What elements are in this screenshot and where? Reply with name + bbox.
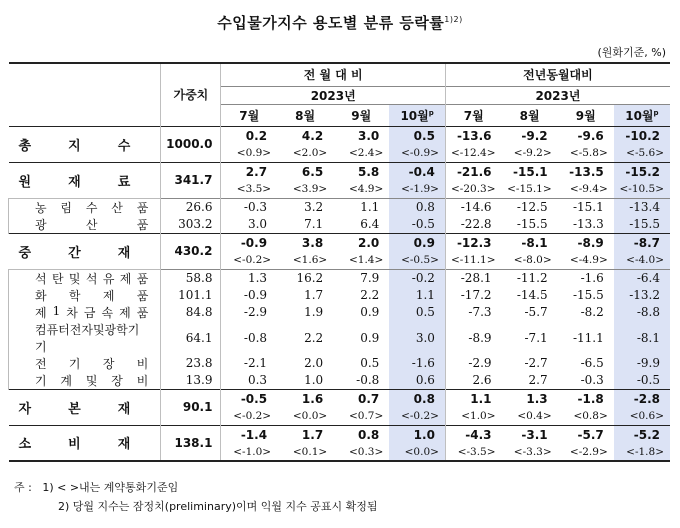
row-intermediate-sub-mom-value: 16.2: [277, 269, 333, 287]
row-capital-yoy-contract: <0.4>: [517, 410, 552, 423]
row-raw-sub-yoy-value: -22.8: [445, 216, 501, 234]
row-intermediate-sub-weight: 84.8: [161, 304, 221, 321]
row-capital-yoy-value: -1.8: [558, 389, 614, 408]
row-raw-sub-yoy-value: -15.1: [558, 198, 614, 216]
row-intermediate-sub-mom-value: -0.8: [221, 321, 277, 355]
row-raw-sub-mom-value: 3.2: [277, 198, 333, 216]
row-consumer-mom-value: 0.8: [333, 425, 389, 444]
row-intermediate-sub-mom-value: 3.0: [389, 321, 445, 355]
row-intermediate-sub-yoy-value: -13.2: [614, 287, 670, 304]
row-raw-sub-label: 광 산 품: [9, 216, 161, 234]
row-intermediate-sub-yoy-value: -7.1: [524, 330, 548, 345]
row-total-mom-contract: <2.4>: [348, 147, 384, 160]
row-consumer-yoy-value: -4.3: [445, 425, 501, 444]
row-total-yoy-contract: <-5.8>: [569, 147, 608, 160]
row-consumer-mom-contract: <-1.0>: [221, 444, 277, 461]
row-intermediate-yoy-value: -8.9: [558, 233, 614, 252]
row-raw-sub-yoy-value: -14.6: [445, 198, 501, 216]
row-raw-sub-mom-value: 0.8: [389, 198, 445, 216]
row-raw-sub-weight: 303.2: [161, 216, 221, 234]
row-capital-mom-contract: <-0.2>: [389, 408, 445, 425]
row-intermediate-sub-weight: 64.1: [161, 321, 221, 355]
header-month: 7월: [221, 104, 277, 126]
header-month: 8월: [502, 104, 558, 126]
row-total-yoy-value: -10.2: [614, 126, 670, 145]
row-raw-materials-yoy-value: -15.1: [502, 162, 558, 181]
price-index-table: [8, 62, 670, 462]
row-capital-mom-value: 0.7: [333, 389, 389, 408]
row-consumer-mom-value: 1.7: [277, 425, 333, 444]
row-raw-materials-weight: 341.7: [161, 162, 221, 198]
row-intermediate-sub-weight: 23.8: [161, 355, 221, 372]
row-intermediate-sub-yoy-value: -11.2: [502, 269, 558, 287]
weight-header: 가중치: [161, 63, 221, 126]
row-consumer-yoy-contract: <-3.3>: [502, 444, 558, 461]
row-intermediate-sub-mom-value: -0.2: [389, 269, 445, 287]
row-intermediate-sub-mom-value: 0.5: [389, 304, 445, 321]
row-intermediate-sub-yoy-value: -28.1: [445, 269, 501, 287]
row-intermediate-yoy-contract: <-8.0>: [513, 254, 552, 267]
row-raw-sub-yoy-value: -15.5: [516, 217, 548, 231]
row-raw-materials-mom-value: 2.7: [221, 162, 277, 181]
row-capital-mom-contract: <0.7>: [348, 410, 384, 423]
row-intermediate-sub-yoy-value: -11.1: [572, 330, 604, 345]
header-month: 7월: [445, 104, 501, 126]
footnote-1: 1) < >내는 계약통화기준임: [42, 481, 179, 494]
row-intermediate-mom-value: 0.9: [389, 233, 445, 252]
row-intermediate-yoy-value: -8.1: [502, 233, 558, 252]
row-raw-sub-mom-value: 6.4: [360, 217, 380, 231]
row-raw-materials-yoy-contract: <-9.4>: [569, 183, 608, 196]
row-consumer-label: 소 비 재: [9, 425, 161, 461]
row-intermediate-sub-weight: 101.1: [161, 287, 221, 304]
header-mom: 전 월 대 비: [221, 63, 445, 86]
row-intermediate-sub-mom-value: 2.2: [304, 330, 324, 345]
row-raw-materials-mom-value: 5.8: [333, 162, 389, 181]
row-intermediate-sub-mom-value: -2.1: [221, 355, 277, 372]
row-intermediate-sub-label: 기 계 및 장 비: [9, 372, 161, 390]
row-raw-sub-mom-value: 1.1: [333, 198, 389, 216]
row-capital-mom-value: 1.6: [277, 389, 333, 408]
row-total-mom-contract: <0.9>: [221, 145, 277, 162]
row-consumer-yoy-contract: <-2.9>: [558, 444, 614, 461]
row-intermediate-sub-mom-value: 2.2: [360, 288, 380, 302]
row-total-yoy-contract: <-9.2>: [513, 147, 552, 160]
row-raw-sub-label: 농 림 수 산 품: [9, 198, 161, 216]
row-raw-materials-mom-contract: <3.9>: [292, 183, 328, 196]
row-raw-sub-mom-value: 7.1: [304, 217, 324, 231]
row-intermediate-mom-contract: <-0.2>: [221, 252, 277, 269]
row-intermediate-sub-yoy-value: -14.5: [516, 288, 548, 302]
row-intermediate-yoy-contract: <-4.0>: [614, 252, 670, 269]
row-intermediate-sub-mom-value: 0.6: [389, 372, 445, 390]
header-month: 9월: [333, 104, 389, 126]
header-month: 10월$^p$: [389, 104, 445, 126]
row-raw-materials-mom-contract: <-1.9>: [389, 181, 445, 198]
row-total-mom-contract: <2.0>: [292, 147, 328, 160]
row-total-yoy-value: -9.2: [502, 126, 558, 145]
row-raw-materials-yoy-contract: <-15.1>: [507, 183, 552, 196]
unit-label: (원화기준, %): [597, 46, 666, 59]
row-intermediate-yoy-value: -8.7: [614, 233, 670, 252]
row-intermediate-sub-yoy-value: -8.9: [445, 321, 501, 355]
header-month: 9월: [558, 104, 614, 126]
row-total-label: 총 지 수: [9, 126, 161, 162]
row-intermediate-sub-mom-value: -2.9: [221, 304, 277, 321]
header-year: 2023년: [221, 86, 445, 104]
row-total-mom-value: 0.5: [389, 126, 445, 145]
row-consumer-mom-contract: <0.0>: [389, 444, 445, 461]
row-total-mom-contract: <-0.9>: [389, 145, 445, 162]
row-raw-materials-yoy-value: -15.2: [614, 162, 670, 181]
row-raw-sub-mom-value: -0.5: [389, 216, 445, 234]
report-title: 수입물가지수 용도별 분류 등락률$^{1)2)}$: [217, 14, 463, 32]
row-raw-materials-mom-value: -0.4: [389, 162, 445, 181]
row-intermediate-sub-mom-value: 7.9: [333, 269, 389, 287]
row-raw-sub-yoy-value: -12.5: [502, 198, 558, 216]
row-intermediate-sub-mom-value: 0.5: [360, 356, 380, 370]
row-raw-sub-weight: 26.6: [161, 198, 221, 216]
row-intermediate-sub-mom-value: -1.6: [389, 355, 445, 372]
row-consumer-weight: 138.1: [161, 425, 221, 461]
row-intermediate-sub-mom-value: -0.9: [221, 287, 277, 304]
row-intermediate-sub-yoy-value: -7.3: [445, 304, 501, 321]
row-capital-mom-value: 0.8: [389, 389, 445, 408]
row-intermediate-sub-yoy-value: -6.4: [614, 269, 670, 287]
row-intermediate-yoy-contract: <-11.1>: [445, 252, 501, 269]
row-consumer-mom-contract: <0.1>: [277, 444, 333, 461]
row-intermediate-sub-yoy-value: -2.7: [524, 356, 548, 370]
row-intermediate-sub-weight: 58.8: [161, 269, 221, 287]
row-consumer-yoy-value: -5.2: [614, 425, 670, 444]
row-raw-materials-mom-contract: <4.9>: [348, 183, 384, 196]
row-raw-materials-label: 원 재 료: [9, 162, 161, 198]
row-consumer-mom-contract: <0.3>: [333, 444, 389, 461]
row-consumer-yoy-contract: <-1.8>: [614, 444, 670, 461]
row-intermediate-sub-yoy-value: -6.5: [580, 356, 604, 370]
row-intermediate-sub-yoy-value: -15.5: [572, 288, 604, 302]
row-intermediate-sub-yoy-value: -0.3: [580, 373, 604, 387]
row-intermediate-sub-mom-value: 1.1: [389, 287, 445, 304]
row-intermediate-sub-yoy-value: -17.2: [445, 287, 501, 304]
row-consumer-mom-value: 1.0: [389, 425, 445, 444]
row-intermediate-mom-value: -0.9: [221, 233, 277, 252]
row-total-yoy-value: -9.6: [558, 126, 614, 145]
row-intermediate-sub-weight: 13.9: [161, 372, 221, 390]
row-total-yoy-contract: <-5.6>: [614, 145, 670, 162]
row-intermediate-sub-mom-value: 2.0: [304, 356, 324, 370]
row-capital-yoy-contract: <0.8>: [573, 410, 608, 423]
row-intermediate-sub-label: 제 1 차 금 속 제 품: [9, 304, 161, 321]
row-intermediate-mom-contract: <-0.5>: [389, 252, 445, 269]
row-raw-materials-yoy-value: -13.5: [558, 162, 614, 181]
row-consumer-mom-value: -1.4: [221, 425, 277, 444]
row-intermediate-sub-yoy-value: -2.9: [445, 355, 501, 372]
row-intermediate-sub-label: 컴퓨터전자및광학기기: [9, 321, 161, 355]
row-intermediate-sub-yoy-value: -1.6: [558, 269, 614, 287]
row-consumer-yoy-value: -3.1: [502, 425, 558, 444]
row-intermediate-mom-value: 3.8: [277, 233, 333, 252]
row-intermediate-sub-label: 석 탄 및 석 유 제 품: [9, 269, 161, 287]
row-raw-sub-yoy-value: -13.3: [572, 217, 604, 231]
header-month: 8월: [277, 104, 333, 126]
row-capital-mom-contract: <-0.2>: [221, 408, 277, 425]
row-intermediate-label: 중 간 재: [9, 233, 161, 269]
row-capital-mom-value: -0.5: [221, 389, 277, 408]
row-raw-sub-yoy-value: -13.4: [614, 198, 670, 216]
row-intermediate-sub-mom-value: 1.7: [304, 288, 324, 302]
row-capital-yoy-value: -2.8: [614, 389, 670, 408]
row-intermediate-sub-yoy-value: -0.5: [614, 372, 670, 390]
row-intermediate-sub-mom-value: 0.3: [221, 372, 277, 390]
row-intermediate-mom-contract: <1.6>: [292, 254, 328, 267]
row-intermediate-sub-yoy-value: 2.6: [445, 372, 501, 390]
row-capital-weight: 90.1: [161, 389, 221, 425]
row-total-yoy-value: -13.6: [445, 126, 501, 145]
row-raw-sub-yoy-value: -15.5: [614, 216, 670, 234]
row-intermediate-sub-mom-value: 0.9: [360, 330, 380, 345]
row-intermediate-sub-yoy-value: 2.7: [528, 373, 548, 387]
row-intermediate-yoy-value: -12.3: [445, 233, 501, 252]
row-intermediate-sub-yoy-value: -8.1: [614, 321, 670, 355]
row-total-mom-value: 4.2: [277, 126, 333, 145]
row-capital-label: 자 본 재: [9, 389, 161, 425]
row-intermediate-sub-mom-value: 1.0: [304, 373, 324, 387]
row-intermediate-sub-label: 화 학 제 품: [9, 287, 161, 304]
header-blank: [9, 63, 161, 126]
row-capital-yoy-contract: <1.0>: [445, 408, 501, 425]
row-raw-sub-mom-value: -0.3: [221, 198, 277, 216]
row-total-yoy-contract: <-12.4>: [445, 145, 501, 162]
header-yoy: 전년동월대비: [445, 63, 670, 86]
row-intermediate-sub-yoy-value: -5.7: [524, 305, 548, 319]
row-intermediate-sub-yoy-value: -8.8: [614, 304, 670, 321]
row-intermediate-sub-mom-value: 0.9: [360, 305, 380, 319]
row-consumer-yoy-value: -5.7: [558, 425, 614, 444]
row-intermediate-mom-value: 2.0: [333, 233, 389, 252]
row-raw-materials-mom-value: 6.5: [277, 162, 333, 181]
row-intermediate-weight: 430.2: [161, 233, 221, 269]
row-consumer-yoy-contract: <-3.5>: [445, 444, 501, 461]
footnotes: 주 : 1) < >내는 계약통화기준임 2) 당월 지수는 잠정치(preliminary)이며 익월 지수 공표시 확정됨: [14, 478, 378, 516]
row-intermediate-sub-yoy-value: -9.9: [614, 355, 670, 372]
row-intermediate-yoy-contract: <-4.9>: [569, 254, 608, 267]
row-intermediate-mom-contract: <1.4>: [348, 254, 384, 267]
row-total-mom-value: 0.2: [221, 126, 277, 145]
footnote-2: 2) 당월 지수는 잠정치(preliminary)이며 익월 지수 공표시 확정됨: [58, 500, 378, 513]
row-intermediate-sub-yoy-value: -8.2: [580, 305, 604, 319]
row-raw-materials-yoy-contract: <-20.3>: [445, 181, 501, 198]
row-capital-yoy-contract: <0.6>: [614, 408, 670, 425]
row-intermediate-sub-mom-value: 1.3: [221, 269, 277, 287]
row-raw-materials-mom-contract: <3.5>: [221, 181, 277, 198]
header-year: 2023년: [445, 86, 670, 104]
row-raw-materials-yoy-contract: <-10.5>: [614, 181, 670, 198]
row-intermediate-sub-mom-value: 1.9: [304, 305, 324, 319]
row-raw-sub-mom-value: 3.0: [221, 216, 277, 234]
row-raw-materials-yoy-value: -21.6: [445, 162, 501, 181]
row-total-weight: 1000.0: [161, 126, 221, 162]
row-capital-yoy-value: 1.1: [445, 389, 501, 408]
row-capital-yoy-value: 1.3: [502, 389, 558, 408]
row-total-mom-value: 3.0: [333, 126, 389, 145]
header-month: 10월$^p$: [614, 104, 670, 126]
row-intermediate-sub-label: 전 기 장 비: [9, 355, 161, 372]
row-capital-mom-contract: <0.0>: [292, 410, 328, 423]
row-intermediate-sub-mom-value: -0.8: [356, 373, 380, 387]
